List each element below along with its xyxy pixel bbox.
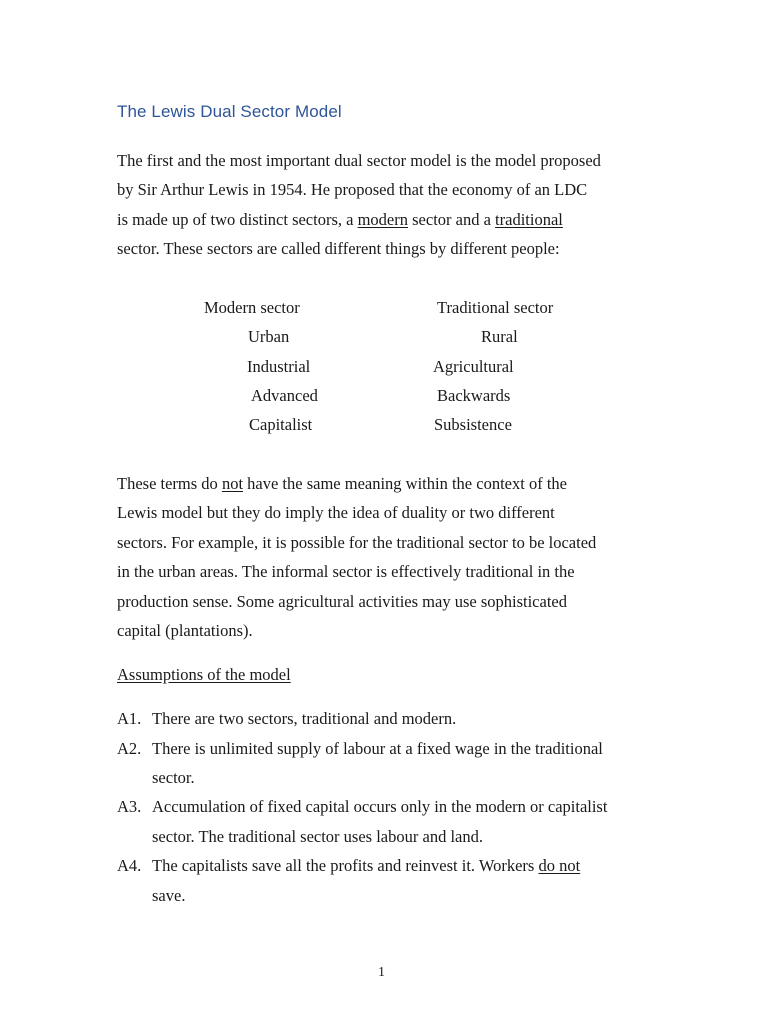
- table-header-modern: Modern sector: [204, 298, 300, 317]
- para2-line-4: in the urban areas. The informal sector is effectively traditional in the: [117, 562, 575, 581]
- para2-line-6: capital (plantations).: [117, 621, 253, 640]
- para2-line-5: production sense. Some agricultural activities may use sophisticated: [117, 592, 567, 611]
- assumption-label: A2.: [117, 739, 142, 758]
- intro-line-3: [117, 210, 563, 230]
- para2-line-1-text-b: have the same meaning within the context of the: [243, 474, 567, 493]
- assumption-text-continued: save.: [152, 886, 186, 905]
- para2-line-1: [117, 474, 567, 494]
- assumption-text: There are two sectors, traditional and modern.: [152, 709, 457, 728]
- intro-line-3-text-b: sector and a: [408, 210, 496, 229]
- assumption-text: [152, 856, 580, 876]
- table-cell: Industrial: [247, 357, 311, 376]
- do-not-underlined: do not: [538, 856, 581, 875]
- intro-line-1: The first and the most important dual sector model is the model proposed: [117, 151, 601, 170]
- table-cell: Agricultural: [433, 357, 514, 376]
- traditional-underlined: traditional: [495, 210, 563, 229]
- intro-line-3-text-a: is made up of two distinct sectors, a: [117, 210, 358, 229]
- para2-line-2: Lewis model but they do imply the idea of duality or two different: [117, 503, 555, 522]
- modern-underlined: modern: [357, 210, 408, 229]
- assumption-a4-text-a: The capitalists save all the profits and reinvest it. Workers: [152, 856, 539, 875]
- assumption-text: Accumulation of fixed capital occurs only in the modern or capitalist: [152, 797, 608, 816]
- table-cell: Subsistence: [434, 415, 512, 434]
- page-number: 1: [378, 965, 385, 980]
- assumption-label: A3.: [117, 797, 142, 816]
- para2-line-3: sectors. For example, it is possible for the traditional sector to be located: [117, 533, 597, 552]
- assumption-text-continued: sector.: [152, 768, 195, 787]
- para2-line-1-text-a: These terms do: [117, 474, 222, 493]
- assumption-text-continued: sector. The traditional sector uses labour and land.: [152, 827, 483, 846]
- assumption-label: A4.: [117, 856, 142, 875]
- assumptions-title: Assumptions of the model: [117, 665, 291, 684]
- table-cell: Capitalist: [249, 415, 313, 434]
- assumption-text: There is unlimited supply of labour at a fixed wage in the traditional: [152, 739, 603, 758]
- not-underlined: not: [221, 474, 244, 493]
- section-heading: The Lewis Dual Sector Model: [117, 102, 342, 121]
- intro-line-4: sector. These sectors are called different things by different people:: [117, 239, 560, 258]
- table-cell: Backwards: [437, 386, 511, 405]
- intro-line-2: by Sir Arthur Lewis in 1954. He proposed that the economy of an LDC: [117, 180, 588, 199]
- table-header-traditional: Traditional sector: [437, 298, 554, 317]
- assumption-label: A1.: [117, 709, 142, 728]
- table-cell: Advanced: [251, 386, 318, 405]
- table-cell: Rural: [481, 327, 518, 346]
- table-cell: Urban: [248, 327, 290, 346]
